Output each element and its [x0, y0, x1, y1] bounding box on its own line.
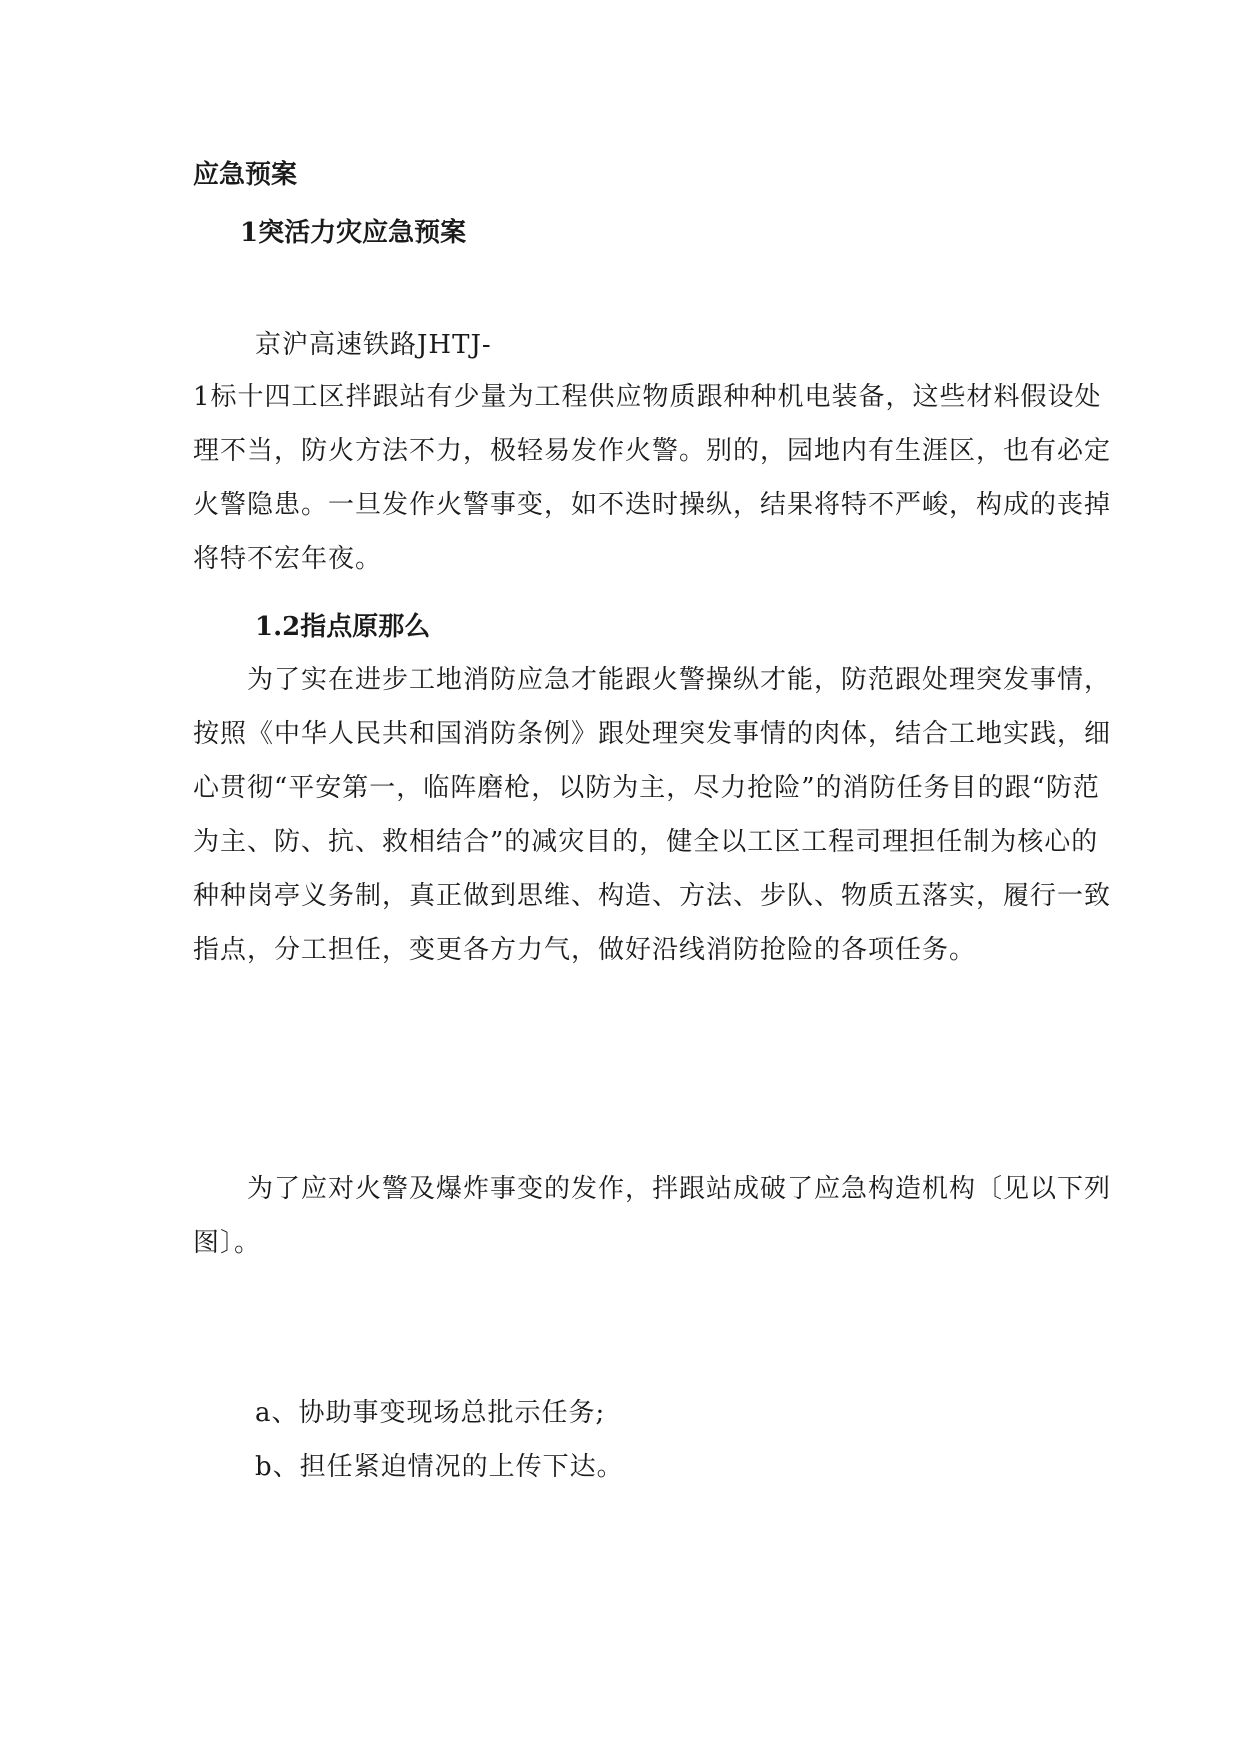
list-item-a: a、协助事变现场总批示任务;: [255, 1398, 606, 1428]
intro-paragraph: 1标十四工区拌跟站有少量为工程供应物质跟种种机电装备，这些材料假设处理不当，防火方法不力，极轻易发作火警。别的，园地内有生涯区，也有必定火警隐患。一旦发作火警事变，如不迭时操纵，结果将特不严峻，构成的丧掉将特不宏年夜。: [193, 382, 1112, 574]
intro-first-line: 京沪高速铁路JHTJ-: [255, 330, 492, 360]
document-title: 应急预案: [193, 160, 298, 190]
section-heading-1: 1突活力灾应急预案: [240, 218, 467, 248]
principle-paragraph: 为了实在进步工地消防应急才能跟火警操纵才能，防范跟处理突发事情，按照《中华人民共和国消防条例》跟处理突发事情的肉体，结合工地实践，细心贯彻“平安第一，临阵磨枪，以防为主，尽力抢险”的消防任务目的跟“防范为主、防、抗、救相结合”的减灾目的，健全以工区工程司理担任制为核心的种种岗亭义务制，真正做到思维、构造、方法、步队、物质五落实，履行一致指点，分工担任，变更各方力气，做好沿线消防抢险的各项任务。: [193, 665, 1112, 965]
section-heading-1-2: 1.2指点原那么: [255, 612, 431, 642]
list-item-b: b、担任紧迫情况的上传下达。: [255, 1452, 624, 1482]
org-structure-paragraph: 为了应对火警及爆炸事变的发作，拌跟站成破了应急构造机构〔见以下列图〕。: [193, 1174, 1112, 1258]
